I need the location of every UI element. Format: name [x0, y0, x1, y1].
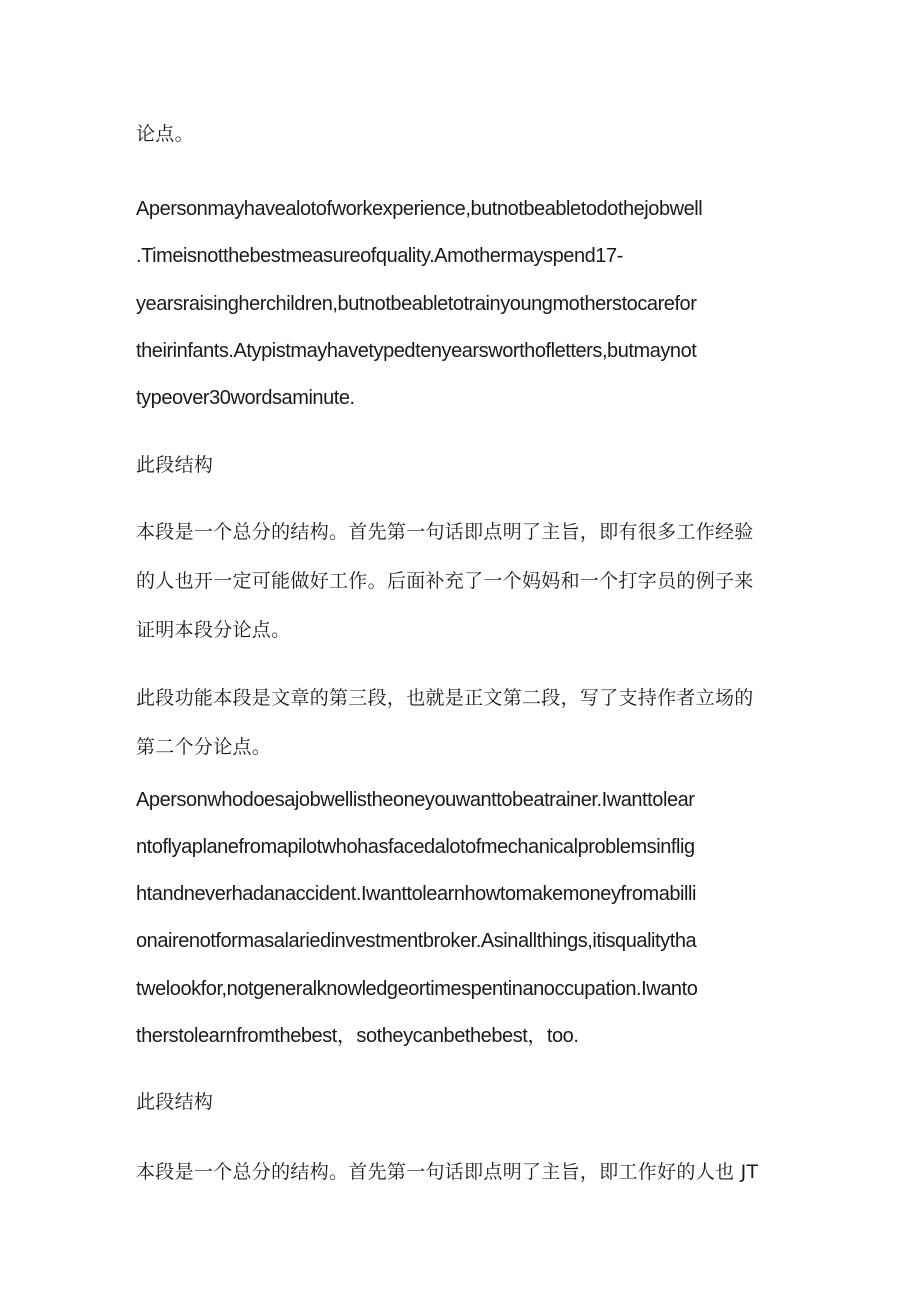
paragraph-line: .Timeisnotthebestmeasureofquality.Amothermayspend17- [136, 245, 623, 267]
paragraph-line: 此段功能本段是文章的第三段，也就是正文第二段，写了支持作者立场的 [136, 687, 754, 709]
structure-heading: 此段结构 [136, 454, 214, 476]
paragraph-line: Apersonmayhavealotofworkexperience,butnotbeabletodothejobwell [136, 198, 703, 220]
paragraph-line: 的人也开一定可能做好工作。后面补充了一个妈妈和一个打字员的例子来 [136, 570, 754, 592]
paragraph-line: theirinfants.Atypistmayhavetypedtenyearsworthofletters,butmaynot [136, 340, 697, 362]
paragraph-line: htandneverhadanaccident.Iwanttolearnhowtomakemoneyfromabilli [136, 883, 697, 905]
structure-heading: 此段结构 [136, 1091, 214, 1113]
paragraph-line: 证明本段分论点。 [136, 619, 291, 641]
paragraph-line: therstolearnfromthebest，sotheycanbethebest，too. [136, 1025, 579, 1047]
paragraph-line: typeover30wordsaminute. [136, 387, 355, 409]
paragraph-line: Apersonwhodoesajobwellistheoneyouwanttobeatrainer.Iwanttolear [136, 789, 695, 811]
paragraph-line: 本段是一个总分的结构。首先第一句话即点明了主旨，即工作好的人也 JT [136, 1161, 759, 1183]
paragraph-line: yearsraisingherchildren,butnotbeabletotrainyoungmotherstocarefor [136, 293, 697, 315]
paragraph-line: ntoflyaplanefromapilotwhohasfacedalotofmechanicalproblemsinflig [136, 836, 695, 858]
paragraph-line: twelookfor,notgeneralknowledgeortimespentinanoccupation.Iwanto [136, 978, 698, 1000]
paragraph-line: 第二个分论点。 [136, 736, 272, 758]
paragraph-line: onairenotformasalariedinvestmentbroker.Asinallthings,itisqualitytha [136, 930, 697, 952]
paragraph-line: 本段是一个总分的结构。首先第一句话即点明了主旨，即有很多工作经验 [136, 521, 754, 543]
intro-line: 论点。 [136, 123, 194, 145]
